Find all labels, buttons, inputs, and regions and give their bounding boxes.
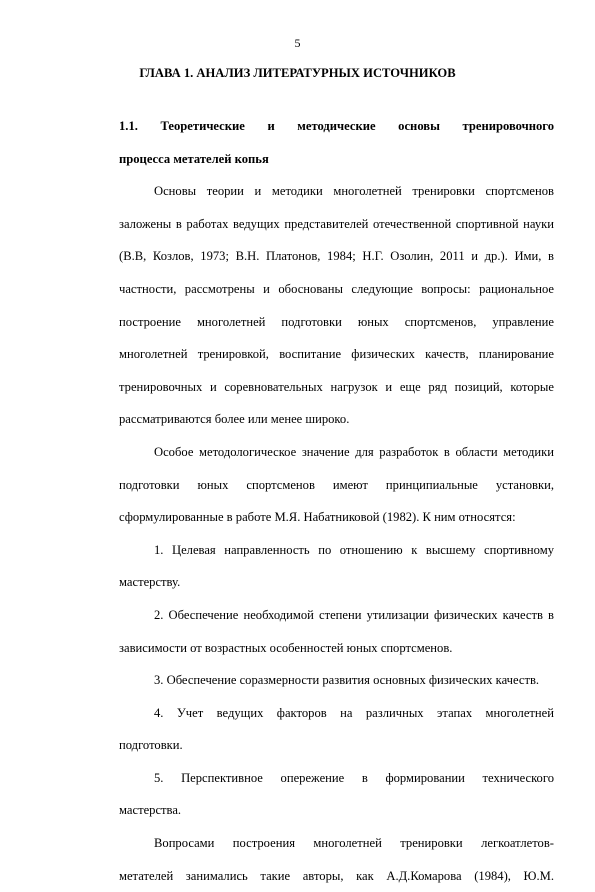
paragraph-line: сформулированные в работе М.Я. Набатниковой (1982). К ним относятся:: [119, 510, 516, 525]
paragraph-line: подготовки юных спортсменов имеют принципиальные установки,: [119, 477, 554, 492]
paragraph-line: многолетней тренировкой, воспитание физических качеств, планирование: [119, 347, 554, 362]
page-number: 5: [294, 36, 301, 50]
paragraph-line: Основы теории и методики многолетней тренировки спортсменов: [154, 184, 554, 199]
list-item-line: мастерства.: [119, 803, 182, 818]
list-item-line: 4. Учет ведущих факторов на различных этапах многолетней: [154, 705, 554, 720]
list-item-line: подготовки.: [119, 738, 183, 753]
document-body: [119, 110, 554, 892]
paragraph-line: рассматриваются более или менее широко.: [119, 412, 350, 427]
paragraph-line: Вопросами построения многолетней тренировки легкоатлетов-: [154, 836, 554, 851]
list-item-line: 2. Обеспечение необходимой степени утилизации физических качеств в: [154, 607, 554, 622]
paragraph-line: частности, рассмотрены и обоснованы следующие вопросы: рациональное: [119, 281, 554, 296]
paragraph-line: тренировочных и соревновательных нагрузок и еще ряд позиций, которые: [119, 379, 554, 394]
paragraph-line: Особое методологическое значение для разработок в области методики: [154, 444, 554, 459]
section-heading-line: процесса метателей копья: [119, 151, 269, 166]
list-item-line: 3. Обеспечение соразмерности развития основных физических качеств.: [154, 673, 540, 688]
chapter-title: ГЛАВА 1. АНАЛИЗ ЛИТЕРАТУРНЫХ ИСТОЧНИКОВ: [139, 66, 456, 80]
list-item-line: мастерству.: [119, 575, 181, 590]
section-heading-line: 1.1. Теоретические и методические основы тренировочного: [119, 119, 554, 133]
paragraph-line: метателей занимались такие авторы, как А.Д.Комарова (1984), Ю.М.: [119, 868, 554, 883]
paragraph-line: построение многолетней подготовки юных спортсменов, управление: [119, 314, 554, 329]
list-item-line: 1. Целевая направленность по отношению к высшему спортивному: [154, 542, 554, 557]
paragraph-line: (В.В, Козлов, 1973; В.Н. Платонов, 1984; Н.Г. Озолин, 2011 и др.). Ими, в: [119, 249, 554, 264]
list-item-line: 5. Перспективное опережение в формировании технического: [154, 770, 554, 785]
list-item-line: зависимости от возрастных особенностей юных спортсменов.: [119, 640, 453, 655]
paragraph-line: заложены в работах ведущих представителей отечественной спортивной науки: [119, 216, 554, 231]
